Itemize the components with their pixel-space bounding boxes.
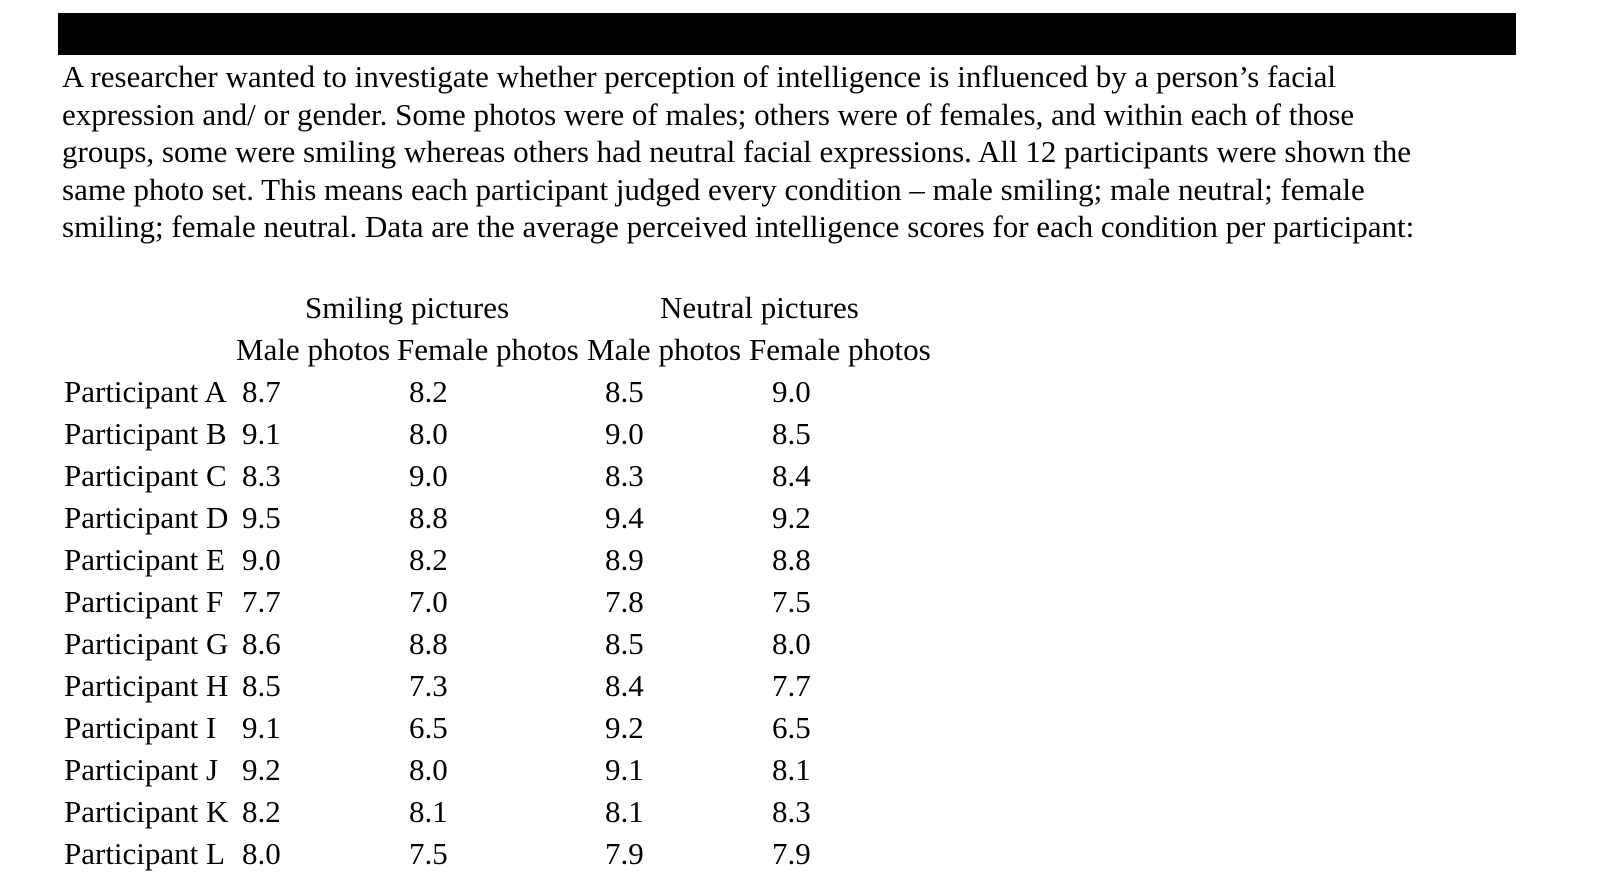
- table-cell: 7.5: [409, 836, 448, 871]
- table-cell: 9.2: [772, 500, 811, 535]
- table-cell: 8.5: [772, 416, 811, 451]
- table-cell: 8.5: [605, 374, 644, 409]
- table-cell: 7.0: [409, 584, 448, 619]
- table-cell: 8.2: [409, 542, 448, 577]
- table-cell: 8.0: [772, 626, 811, 661]
- table-cell: 8.1: [772, 752, 811, 787]
- row-label: Participant B: [64, 416, 227, 451]
- table-cell: 8.8: [409, 626, 448, 661]
- row-label: Participant E: [64, 542, 225, 577]
- table-cell: 9.1: [242, 416, 281, 451]
- table-cell: 6.5: [772, 710, 811, 745]
- table-cell: 8.7: [242, 374, 281, 409]
- table-cell: 9.1: [242, 710, 281, 745]
- table-cell: 9.0: [409, 458, 448, 493]
- table-cell: 8.0: [409, 416, 448, 451]
- question-text: [62, 58, 1562, 246]
- table-cell: 8.3: [605, 458, 644, 493]
- table-cell: 7.9: [772, 836, 811, 871]
- table-cell: 9.5: [242, 500, 281, 535]
- row-label: Participant D: [64, 500, 229, 535]
- table-cell: 9.4: [605, 500, 644, 535]
- table-cell: 8.3: [242, 458, 281, 493]
- sub-header-smiling-male: Male photos: [236, 332, 391, 367]
- sub-header-neutral-female: Female photos: [749, 332, 931, 367]
- row-label: Participant J: [64, 752, 219, 787]
- table-cell: 8.0: [409, 752, 448, 787]
- row-label: Participant H: [64, 668, 229, 703]
- row-label: Participant A: [64, 374, 227, 409]
- table-cell: 8.2: [242, 794, 281, 829]
- table-cell: 7.3: [409, 668, 448, 703]
- row-label: Participant F: [64, 584, 224, 619]
- question-line: same photo set. This means each participant judged every condition – male smiling; male neutral; female: [62, 171, 1365, 207]
- table-cell: 9.1: [605, 752, 644, 787]
- table-cell: 7.9: [605, 836, 644, 871]
- table-cell: 8.1: [409, 794, 448, 829]
- sub-header-smiling-female: Female photos: [397, 332, 579, 367]
- redaction-bar: [58, 13, 1516, 55]
- table-cell: 7.5: [772, 584, 811, 619]
- table-cell: 9.0: [772, 374, 811, 409]
- table-cell: 8.4: [605, 668, 644, 703]
- table-cell: 8.5: [605, 626, 644, 661]
- table-cell: 6.5: [409, 710, 448, 745]
- question-line: A researcher wanted to investigate whether perception of intelligence is influenced by a person’s facial: [62, 59, 1336, 94]
- row-label: Participant K: [64, 794, 229, 829]
- sub-header-neutral-male: Male photos: [587, 332, 742, 367]
- question-line: smiling; female neutral. Data are the average perceived intelligence scores for each condition per participant:: [62, 209, 1415, 244]
- question-line: expression and/ or gender. Some photos were of males; others were of females, and within each of those: [62, 96, 1355, 132]
- table-cell: 8.9: [605, 542, 644, 577]
- question-line: groups, some were smiling whereas others had neutral facial expressions. All 12 participants were shown the: [62, 134, 1411, 169]
- table-cell: 7.7: [772, 668, 811, 703]
- table-cell: 9.0: [242, 542, 281, 577]
- table-cell: 7.7: [242, 584, 281, 619]
- table-cell: 7.8: [605, 584, 644, 619]
- table-cell: 8.2: [409, 374, 448, 409]
- row-label: Participant G: [64, 626, 229, 661]
- table-cell: 8.4: [772, 458, 811, 493]
- row-label: Participant L: [64, 836, 225, 871]
- table-cell: 9.2: [605, 710, 644, 745]
- table-cell: 8.3: [772, 794, 811, 829]
- table-cell: 8.8: [772, 542, 811, 577]
- table-cell: 8.1: [605, 794, 644, 829]
- group-header-smiling: Smiling pictures: [305, 290, 510, 325]
- table-cell: 9.2: [242, 752, 281, 787]
- table-cell: 9.0: [605, 416, 644, 451]
- table-cell: 8.8: [409, 500, 448, 535]
- table-cell: 8.6: [242, 626, 281, 661]
- row-label: Participant I: [64, 710, 217, 745]
- table-cell: 8.5: [242, 668, 281, 703]
- row-label: Participant C: [64, 458, 227, 493]
- table-cell: 8.0: [242, 836, 281, 871]
- group-header-neutral: Neutral pictures: [660, 290, 859, 325]
